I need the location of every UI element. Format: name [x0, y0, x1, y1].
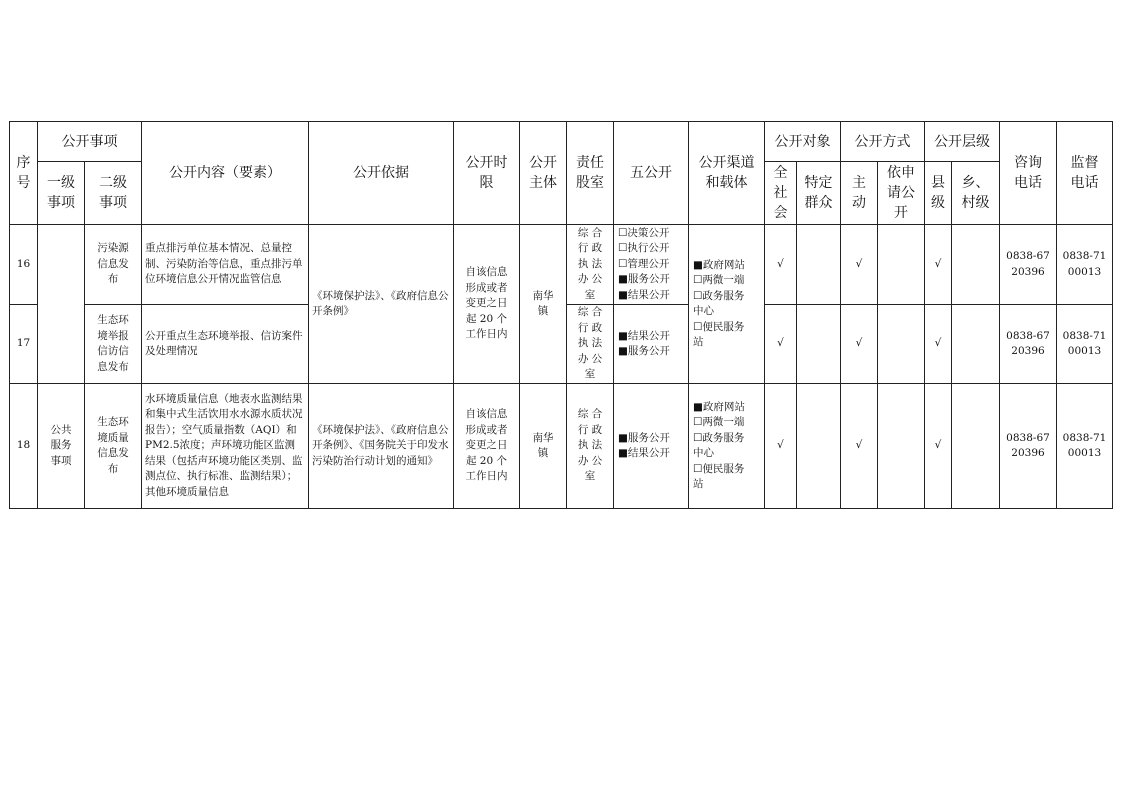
- row-seq: 18: [10, 384, 38, 509]
- row-level2: 生态环 境举报 信访信 息发布: [85, 305, 142, 384]
- row-level1: 公共 服务 事项: [38, 384, 85, 509]
- header-method-active: 主 动: [841, 162, 878, 225]
- row-level2: 污染源 信息发 布: [85, 225, 142, 305]
- header-level-town: 乡、 村级: [952, 162, 1000, 225]
- five-item: ☐管理公开: [618, 257, 670, 270]
- five-item: ☐决策公开: [618, 226, 670, 239]
- row-channel: [689, 384, 765, 509]
- check-mark-county: √: [925, 384, 952, 509]
- row-channel: [689, 225, 765, 384]
- row-dept: 综 合 行 政 执 法 办 公 室: [567, 225, 614, 305]
- row-basis: 《环境保护法》、《政府信息公开条例》、《国务院关于印发水污染防治行动计划的通知》: [309, 384, 454, 509]
- row-consult-phone: 0838-67 20396: [1000, 225, 1057, 305]
- cell-apply: [878, 384, 925, 509]
- disclosure-table: [9, 121, 1113, 509]
- header-seq: 序 号: [10, 122, 38, 225]
- five-item: ■服务公开: [618, 431, 670, 444]
- check-mark-active: √: [841, 384, 878, 509]
- row-basis: 《环境保护法》、《政府信息公开条例》: [309, 225, 454, 384]
- header-target-all: 全 社 会: [765, 162, 797, 225]
- cell-apply: [878, 305, 925, 384]
- header-items: 公开事项: [38, 122, 142, 162]
- row-dept: 综 合 行 政 执 法 办 公 室: [567, 305, 614, 384]
- header-level: 公开层级: [925, 122, 1000, 162]
- row-consult-phone: 0838-67 20396: [1000, 305, 1057, 384]
- check-mark-active: √: [841, 305, 878, 384]
- table-row: [10, 225, 1113, 305]
- five-item: ■结果公开: [618, 288, 670, 301]
- channel-item: ■政府网站: [693, 258, 745, 271]
- row-content: 公开重点生态环境举报、信访案件及处理情况: [142, 305, 309, 384]
- row-content: 水环境质量信息（地表水监测结果和集中式生活饮用水水源水质状况报告）；空气质量指数（AQI）和PM2.5浓度；声环境功能区监测结果（包括声环境功能区类别、监测点位、执行标准、监测结果）；其他环境质量信息: [142, 384, 309, 509]
- five-item: ■结果公开: [618, 447, 670, 459]
- channel-item: ☐便民服务: [693, 320, 745, 333]
- header-channel: 公开渠道 和载体: [689, 122, 765, 225]
- row-level2: 生态环 境质量 信息发 布: [85, 384, 142, 509]
- cell-town: [952, 225, 1000, 305]
- channel-item: ☐便民服务: [693, 462, 745, 475]
- row-content: 重点排污单位基本情况、总量控制、污染防治等信息，重点排污单位环境信息公开情况监管信息: [142, 225, 309, 305]
- row-seq: 17: [10, 305, 38, 384]
- channel-item: ☐政务服务: [693, 289, 745, 302]
- channel-item: 中心: [693, 447, 714, 459]
- cell-specific: [797, 305, 841, 384]
- row-level1: [38, 225, 85, 384]
- header-five: 五公开: [614, 122, 689, 225]
- five-item: ■服务公开: [618, 345, 670, 357]
- row-supervise-phone: 0838-71 00013: [1057, 305, 1113, 384]
- check-mark-county: √: [925, 225, 952, 305]
- table-row: [10, 384, 1113, 509]
- header-consult: 咨询 电话: [1000, 122, 1057, 225]
- channel-item: 站: [693, 478, 704, 490]
- header-level2: 二级 事项: [85, 162, 142, 225]
- header-basis: 公开依据: [309, 122, 454, 225]
- cell-apply: [878, 225, 925, 305]
- header-method-apply: 依申 请公 开: [878, 162, 925, 225]
- channel-item: ■政府网站: [693, 400, 745, 413]
- check-mark-county: √: [925, 305, 952, 384]
- five-item: ☐执行公开: [618, 242, 670, 255]
- row-consult-phone: 0838-67 20396: [1000, 384, 1057, 509]
- check-mark-active: √: [841, 225, 878, 305]
- header-target-specific: 特定 群众: [797, 162, 841, 225]
- header-time-limit: 公开时 限: [454, 122, 520, 225]
- row-supervise-phone: 0838-71 00013: [1057, 225, 1113, 305]
- channel-item: 站: [693, 336, 704, 348]
- channel-item: ☐两微一端: [693, 274, 745, 286]
- row-five-disclosures: [614, 305, 689, 384]
- five-item: ■服务公开: [618, 273, 670, 286]
- header-dept: 责任 股室: [567, 122, 614, 225]
- channel-item: ☐两微一端: [693, 416, 745, 428]
- check-mark-all: √: [765, 225, 797, 305]
- header-method: 公开方式: [841, 122, 925, 162]
- five-item: ■结果公开: [618, 329, 670, 342]
- channel-item: ☐政务服务: [693, 431, 745, 444]
- row-subject: 南华 镇: [520, 384, 567, 509]
- row-supervise-phone: 0838-71 00013: [1057, 384, 1113, 509]
- header-content: 公开内容（要素）: [142, 122, 309, 225]
- row-dept: 综 合 行 政 执 法 办 公 室: [567, 384, 614, 509]
- header-subject: 公开 主体: [520, 122, 567, 225]
- channel-item: 中心: [693, 305, 714, 317]
- cell-town: [952, 305, 1000, 384]
- row-five-disclosures: [614, 225, 689, 305]
- header-level-county: 县 级: [925, 162, 952, 225]
- cell-specific: [797, 384, 841, 509]
- row-seq: 16: [10, 225, 38, 305]
- check-mark-all: √: [765, 305, 797, 384]
- cell-specific: [797, 225, 841, 305]
- header-row-1: [10, 122, 1113, 162]
- cell-town: [952, 384, 1000, 509]
- header-supervise: 监督 电话: [1057, 122, 1113, 225]
- header-target: 公开对象: [765, 122, 841, 162]
- row-five-disclosures: [614, 384, 689, 509]
- row-subject: 南华 镇: [520, 225, 567, 384]
- row-time-limit: 自该信息 形成或者 变更之日 起 20 个 工作日内: [454, 384, 520, 509]
- row-time-limit: 自该信息 形成或者 变更之日 起 20 个 工作日内: [454, 225, 520, 384]
- header-level1: 一级 事项: [38, 162, 85, 225]
- check-mark-all: √: [765, 384, 797, 509]
